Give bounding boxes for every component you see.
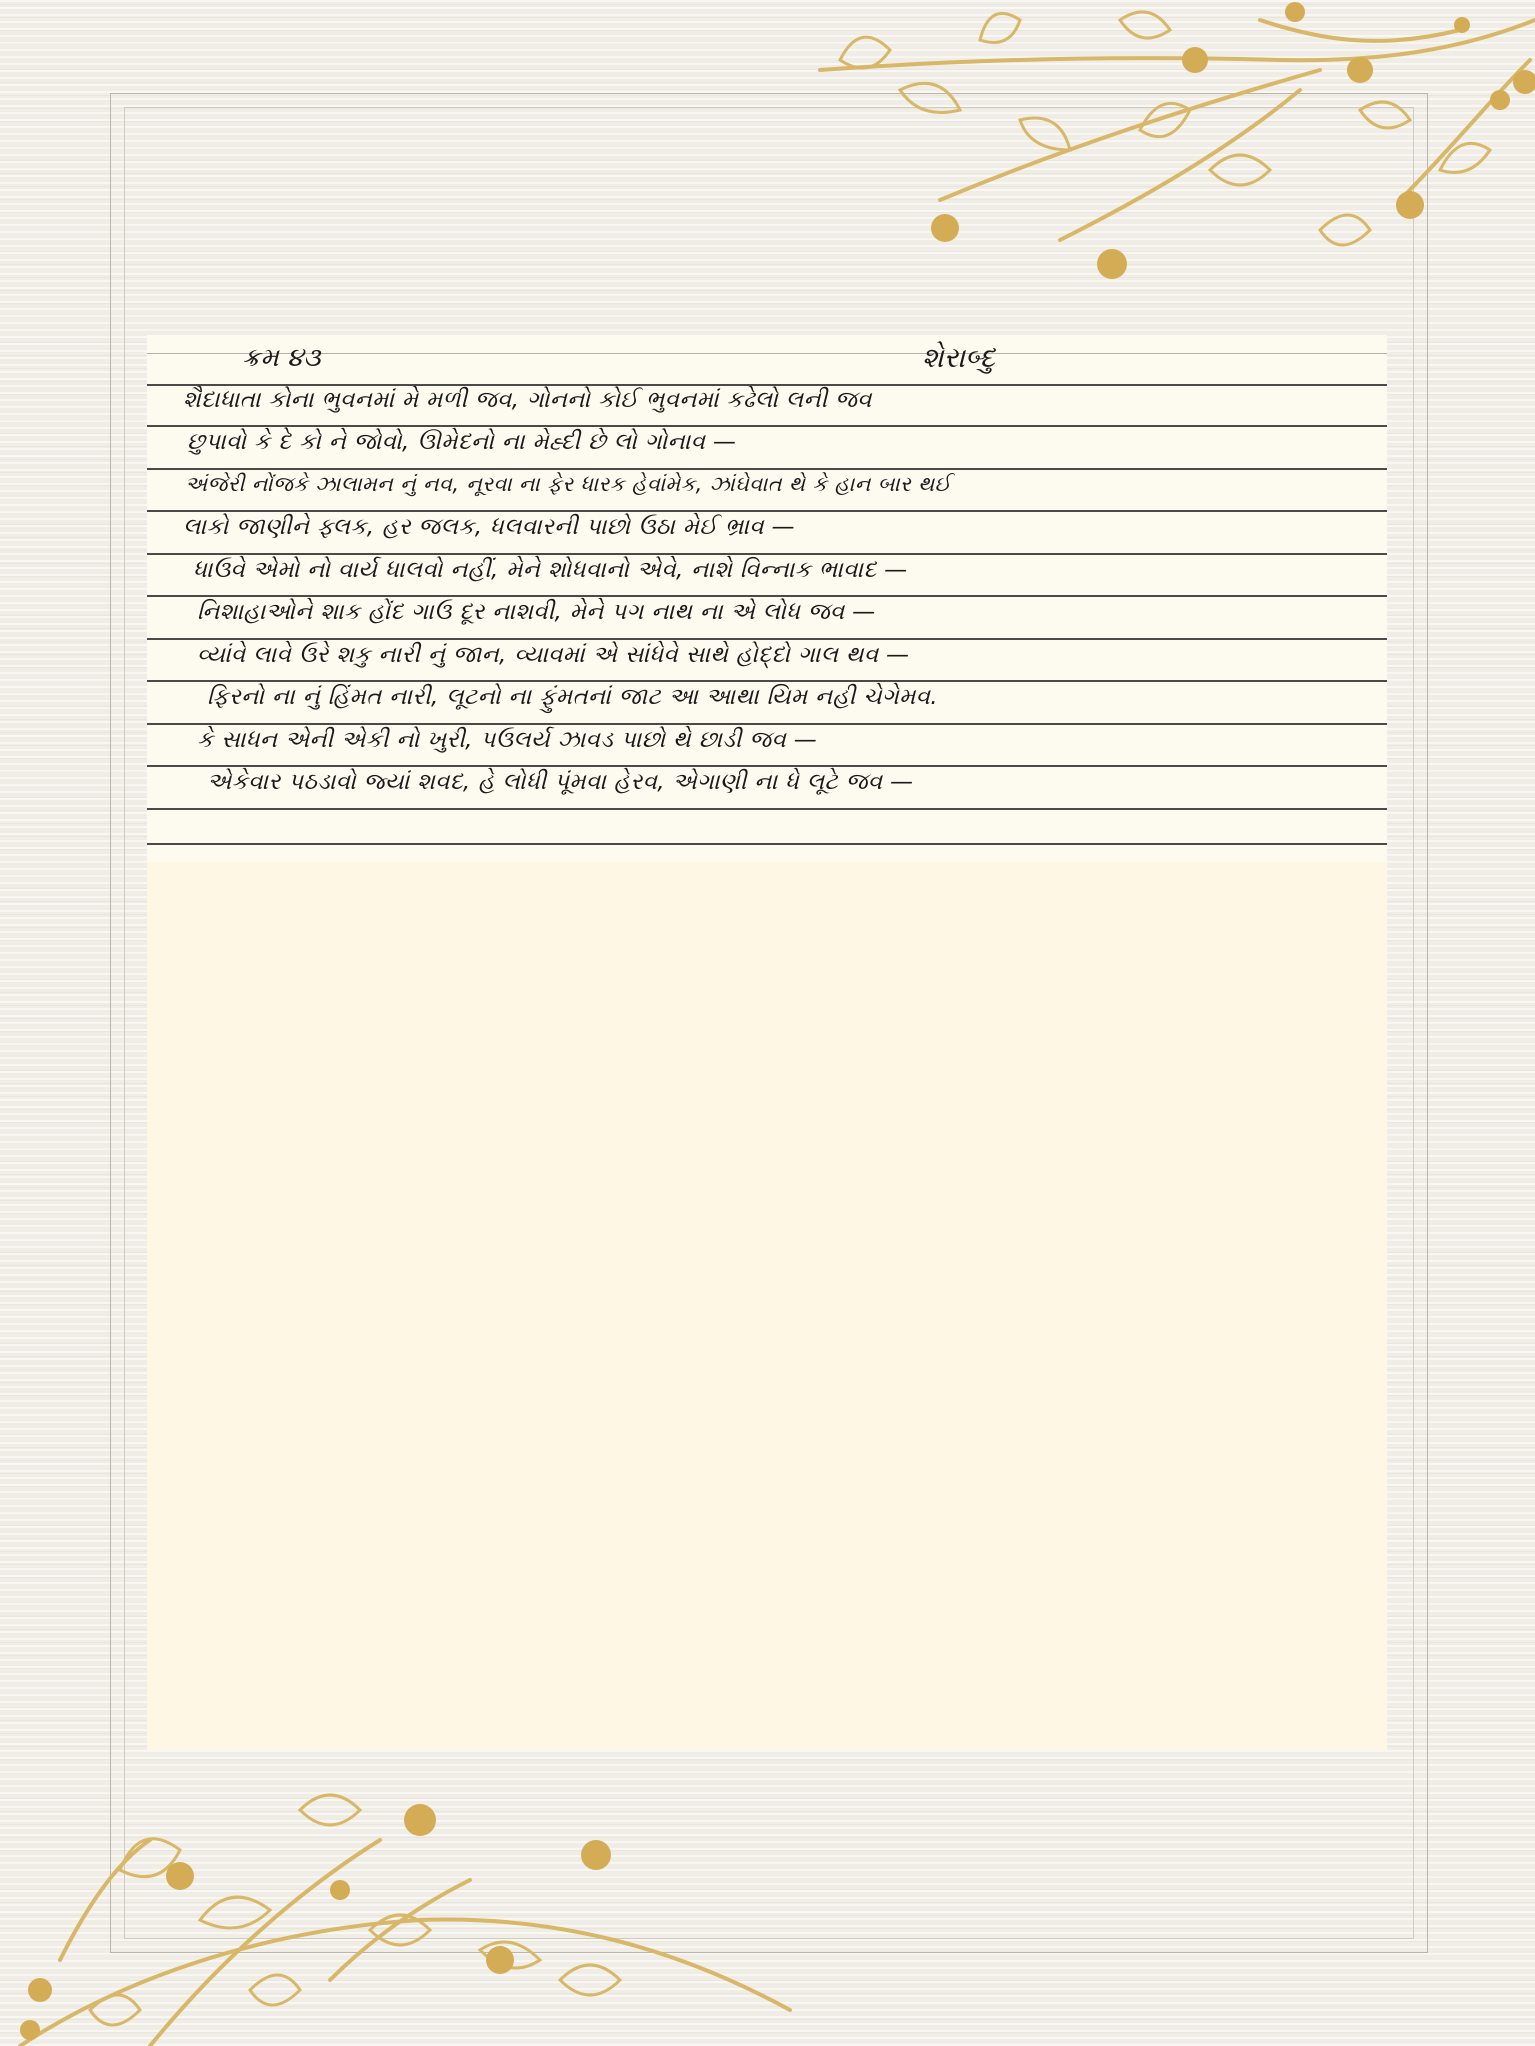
rule-line xyxy=(147,384,1387,386)
rule-line xyxy=(147,808,1387,810)
rule-line xyxy=(147,595,1387,597)
handwritten-letter xyxy=(147,335,1387,862)
letter-number: ક્રમ ૪૩ xyxy=(242,343,321,373)
letter-line-10: એકેવાર પઠડાવો જ્યાં શવદ, હે લોધી પૂંમવા હેરવ, એગાણી ના ધે લૂટે જવ — xyxy=(207,769,914,795)
rule-line xyxy=(147,553,1387,555)
letter-line-7: વ્યાંવે લાવે ઉરે શકુ નારી નું જાન, વ્યાવમાં એ સાંધેવે સાથે હોદ્દો ગાલ થવ — xyxy=(197,642,910,668)
letter-line-4: લાકો જાણીને ફ્લક, હર જલક, ધલવારની પાછો ઉઠા મેઈ ભ્રાવ — xyxy=(183,514,795,540)
letter-line-5: ધાઉવે એમો નો વાર્ય ધાલવો નહીં, મેને શોધવાનો એવે, નાશે વિન્નાક ભાવાદ — xyxy=(193,557,908,583)
letter-line-9: કે સાધન એની એકી નો ખુરી, પઉલર્ય ઝાવડ પાછો થે છાડી જવ — xyxy=(197,727,818,753)
rule-line xyxy=(147,723,1387,725)
rule-line xyxy=(147,638,1387,640)
letter-title: શેરાબ્દુ xyxy=(922,341,996,374)
letter-line-1: શૈદાધાતા કોના ભુવનમાં મે મળી જવ, ગોનનો કોઈ ભુવનમાં કઢેલો લની જવ xyxy=(183,387,872,413)
letter-line-3: અંજેરી નોંજકે ઝાલામન નું નવ, નૂરવા ના ફેર ધારક હેવાંમેક, ઝાંઘેવાત થે કે હાન બાર થઈ xyxy=(185,472,951,496)
rule-line xyxy=(147,680,1387,682)
gold-branch-top-right-icon xyxy=(760,0,1535,310)
letter-line-2: છુપાવો કે દે કો ને જોવો, ઊમેદનો ના મેહ્દી છે લો ગોનાવ — xyxy=(187,429,737,455)
rule-line xyxy=(147,765,1387,767)
rule-line xyxy=(147,353,1387,354)
letter-line-8: ફિરનો ના નું હિંમત નારી, લૂટનો ના ફુંમતનાં જાટ આ આથા યિમ નહી ચેગેમવ. xyxy=(207,684,938,710)
rule-line xyxy=(147,510,1387,512)
rule-line xyxy=(147,468,1387,470)
gold-branch-bottom-left-icon xyxy=(0,1780,800,2046)
rule-line xyxy=(147,425,1387,427)
letter-line-6: નિશાહાઓને શાક હોંદ ગાઉ દૂર નાશવી, મેને પગ નાથ ના એ લોધ જવ — xyxy=(197,599,876,625)
rule-line xyxy=(147,843,1387,845)
